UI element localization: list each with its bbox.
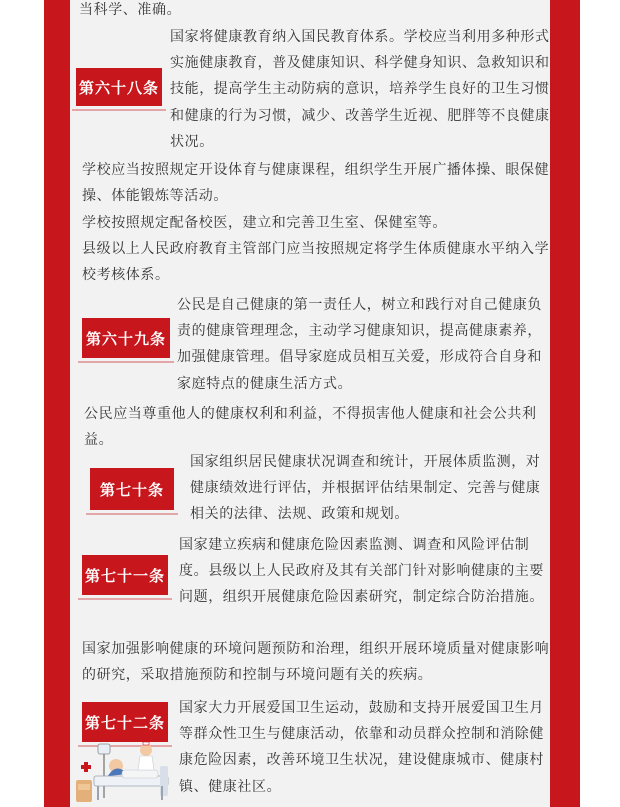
article-68-para-2: 学校按照规定配备校医，建立和完善卫生室、保健室等。 (82, 215, 447, 231)
article-69-badge: 第六十九条 (82, 318, 170, 358)
article-72-badge: 第七十二条 (82, 702, 168, 742)
article-71-lead: 国家建立疾病和健康危险因素监测、调查和风险评估制度。县级以上人民政府及其有关部门针对影响健康的主要问题，组织开展健康危险因素研究，制定综合防治措施。 (179, 537, 544, 606)
article-71-badge: 第七十一条 (82, 555, 168, 595)
article-72-lead: 国家大力开展爱国卫生运动，鼓励和支持开展爱国卫生月等群众性卫生与健康活动，依靠和动员群众控制和消除健康危险因素，改善环境卫生状况，建设健康城市、健康村镇、健康社区。 (179, 700, 544, 795)
article-69-para-1: 公民应当尊重他人的健康权利和利益，不得损害他人健康和社会公共利益。 (84, 406, 537, 449)
article-68-para-3: 县级以上人民政府教育主管部门应当按照规定将学生体质健康水平纳入学校考核体系。 (82, 241, 550, 284)
article-68-lead: 国家将健康教育纳入国民教育体系。学校应当利用多种形式实施健康教育，普及健康知识、科学健身知识、急救知识和技能，提高学生主动防病的意识，培养学生良好的卫生习惯和健康的行为习惯，减少、改善学生近视、肥胖等不良健康状况。 (170, 29, 550, 150)
article-71-para-1: 国家加强影响健康的环境问题预防和治理，组织开展环境质量对健康影响的研究，采取措施预防和控制与环境问题有关的疾病。 (82, 641, 550, 684)
top-line-text: 当科学、准确。 (79, 2, 182, 18)
article-70-badge: 第七十条 (90, 468, 174, 510)
article-68-para-1: 学校应当按照规定开设体育与健康课程，组织学生开展广播体操、眼保健操、体能锻炼等活动。 (82, 162, 550, 205)
article-70-lead: 国家组织居民健康状况调查和统计，开展体质监测，对健康绩效进行评估，并根据评估结果制定、完善与健康相关的法律、法规、政策和规划。 (190, 454, 541, 523)
article-68-badge: 第六十八条 (76, 68, 162, 106)
hospital-scene-icon (74, 740, 174, 804)
article-69-lead: 公民是自己健康的第一责任人，树立和践行对自己健康负责的健康管理理念，主动学习健康知识，提高健康素养，加强健康管理。倡导家庭成员相互关爱，形成符合自身和家庭特点的健康生活方式。 (177, 297, 542, 392)
